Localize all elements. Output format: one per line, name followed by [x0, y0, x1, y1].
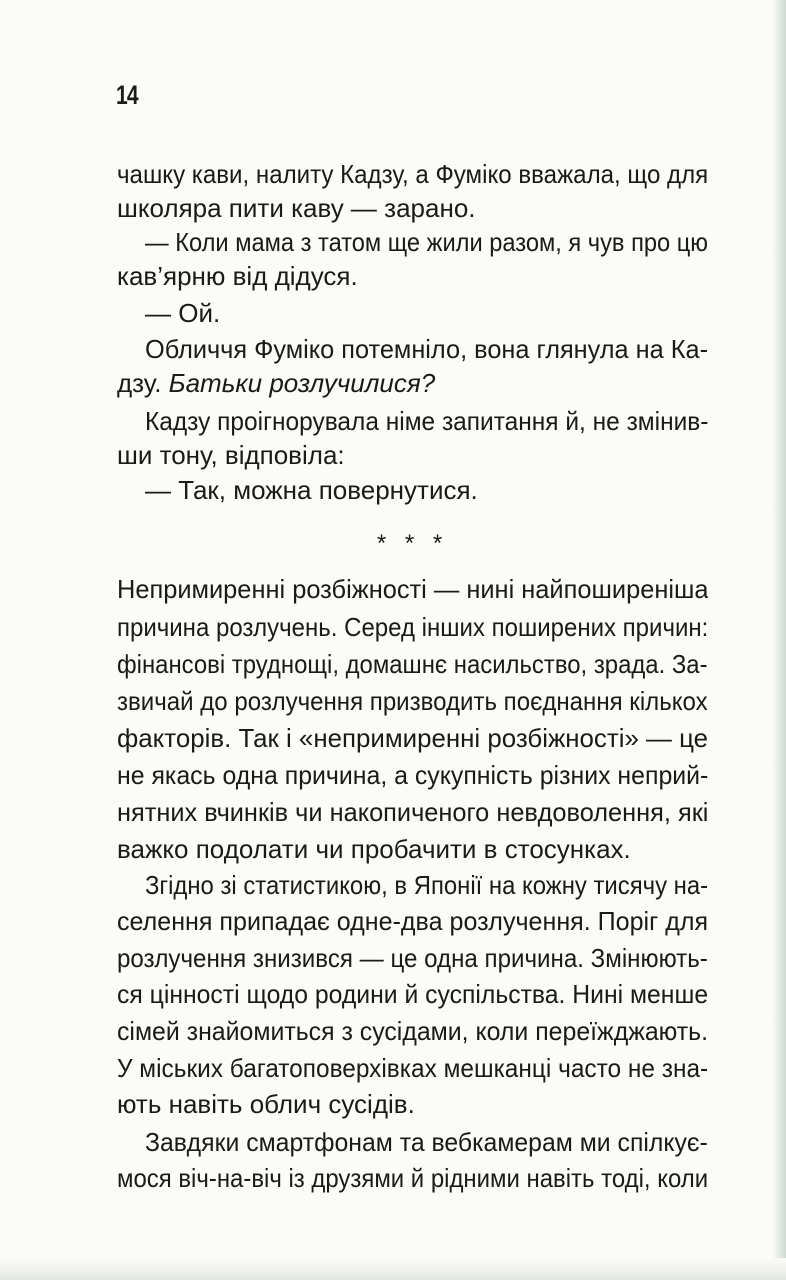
text-line: фінансові труднощі, домашнє насильство, зрада. За- — [117, 649, 708, 679]
text-line: Кадзу проігнорувала німе запитання й, не змінив- — [145, 406, 709, 436]
page-edge-bottom — [0, 1258, 786, 1280]
italic-thought: Батьки розлучилися? — [168, 368, 436, 398]
text-line: важко подолати чи пробачити в стосунках. — [117, 834, 631, 864]
page-edge-right — [772, 0, 786, 1280]
text-line: Завдяки смартфонам та вебкамерам ми спілкує- — [145, 1127, 708, 1157]
text-line: — Ой. — [145, 298, 221, 328]
text-line: — Так, можна повернутися. — [145, 475, 478, 505]
page-number: 14 — [116, 80, 138, 110]
text-line: нятних вчинків чи накопиченого невдоволення, які — [117, 797, 708, 827]
text-line: кав’ярню від дідуся. — [117, 261, 358, 291]
section-separator: * * * — [376, 530, 449, 557]
text-line: Непримиренні розбіжності — нині найпоширеніша — [117, 574, 709, 604]
text-line: Згідно зі статистикою, в Японії на кожну тисячу на- — [145, 870, 708, 900]
text-line: мося віч-на-віч із друзями й рідними навіть тоді, коли — [117, 1163, 709, 1193]
text-line: Обличчя Фуміко потемніло, вона глянула на Ка- — [145, 334, 708, 364]
text-line: ся цінності щодо родини й суспільства. Нині менше — [117, 979, 709, 1009]
text-line: чашку кави, налиту Кадзу, а Фуміко вважала, що для — [117, 159, 708, 189]
text-line: сімей знайомиться з сусідами, коли переїжджають. — [117, 1016, 708, 1046]
text-fragment: дзу. — [117, 368, 169, 398]
text-line: ши тону, відповіла: — [117, 440, 345, 470]
text-line — [117, 363, 435, 403]
text-line: причина розлучень. Серед інших поширених причин: — [117, 612, 708, 642]
text-line: школяра пити каву — зарано. — [117, 193, 476, 223]
text-line: ють навіть облич сусідів. — [117, 1089, 415, 1119]
text-line: — Коли мама з татом ще жили разом, я чув про цю — [145, 227, 708, 257]
text-line: факторів. Так і «непримиренні розбіжності» — це — [117, 723, 708, 753]
text-line: У міських багатоповерхівках мешканці часто не зна- — [117, 1053, 709, 1083]
text-line: не якась одна причина, а сукупність різних неприй- — [117, 760, 708, 790]
text-line: селення припадає одне-два розлучення. Поріг для — [117, 906, 708, 936]
text-line: звичай до розлучення призводить поєднання кількох — [117, 686, 708, 716]
text-line: розлучення знизився — це одна причина. Змінюють- — [117, 943, 708, 973]
